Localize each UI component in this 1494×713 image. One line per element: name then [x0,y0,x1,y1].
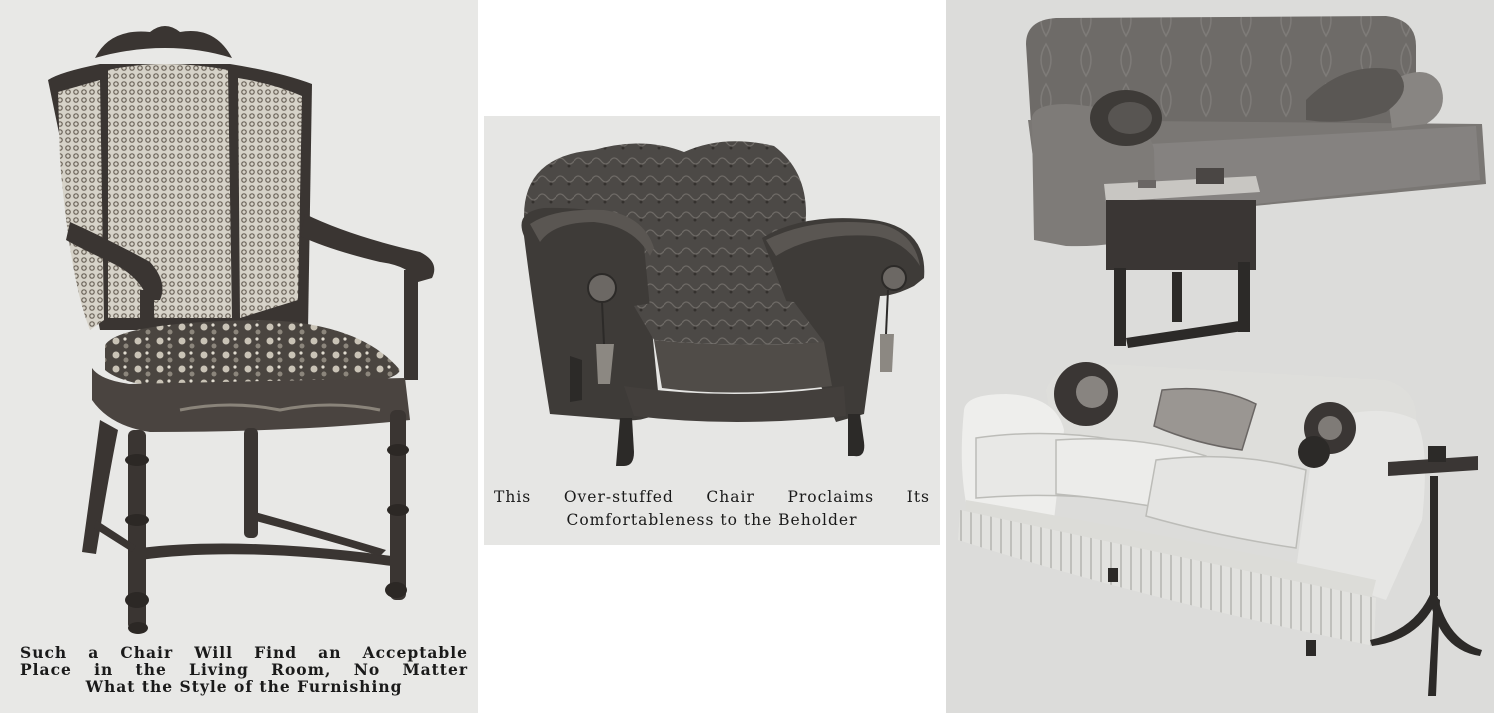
cane-back-armchair-illustration [0,0,478,713]
middle-caption-line-2: Comfortableness to the Beholder [566,511,858,529]
middle-caption-line-1: This Over-stuffed Chair Proclaims Its [494,488,930,506]
overstuffed-chair-panel [484,116,940,545]
upper-sofa [1026,16,1486,348]
left-caption-line-1: Such a Chair Will Find an Acceptable [20,643,468,662]
left-caption-line-3: What the Style of the Furnishing [85,677,403,696]
overstuffed-chair-illustration [484,116,940,545]
sofas-panel [946,0,1494,713]
left-chair-caption [20,644,468,695]
cane-chair-panel [0,0,478,713]
left-caption-line-2: Place in the Living Room, No Matter [20,660,468,679]
sofas-illustration [946,0,1494,713]
middle-chair-caption [494,486,930,532]
lower-sofa [958,362,1482,696]
